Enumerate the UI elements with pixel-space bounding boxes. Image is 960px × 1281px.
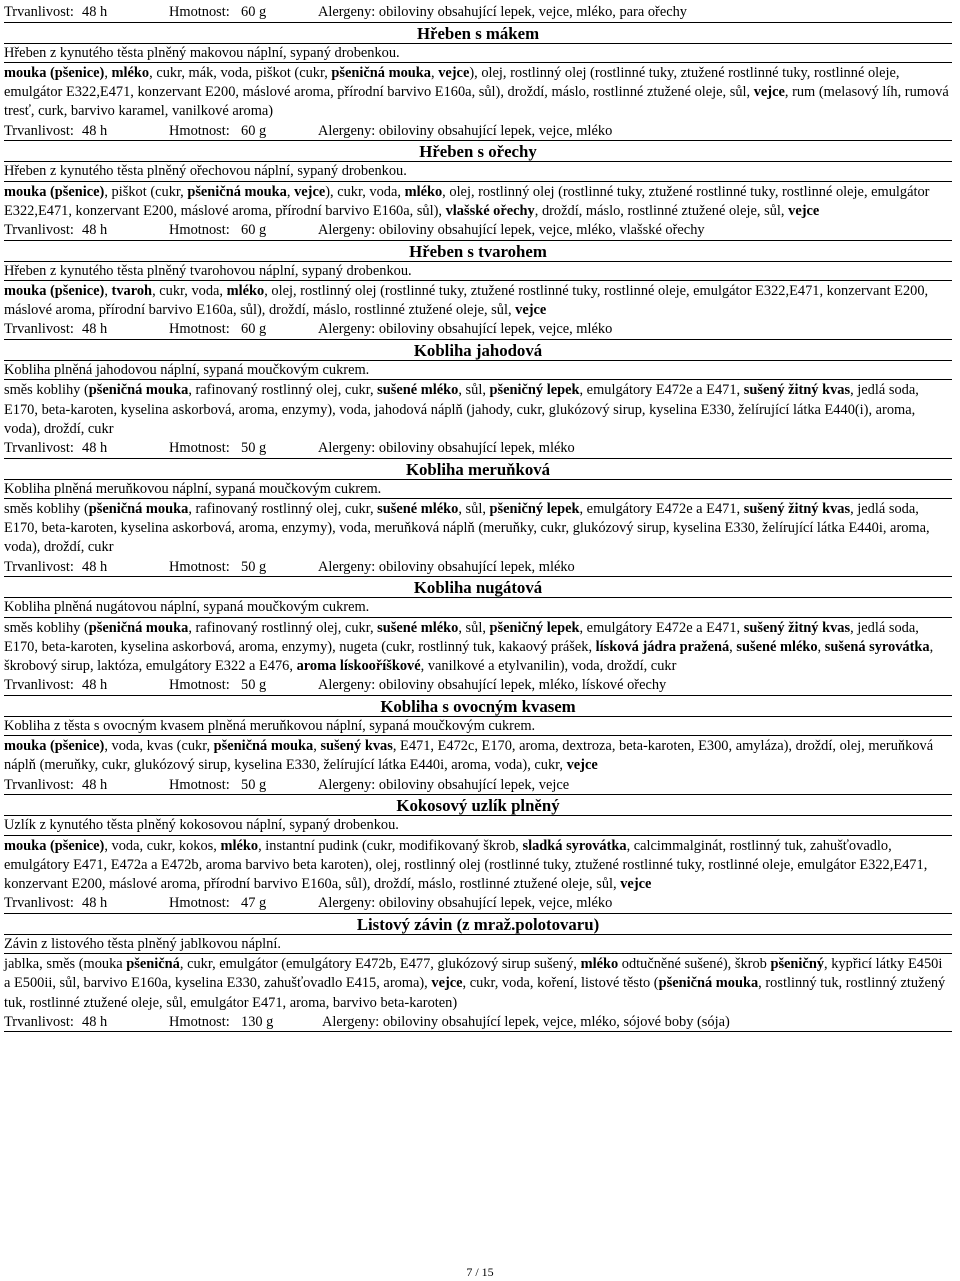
ingredient-text: , cukr, voda, — [152, 282, 227, 299]
product-description-text: Uzlík z kynutého těsta plněný kokosovou náplní, sypaný drobenkou. — [4, 817, 399, 834]
divider — [4, 1031, 952, 1032]
allergen-ingredient: vejce — [431, 975, 463, 992]
allergen-ingredient: pšeničná mouka — [88, 500, 189, 517]
meta-row — [4, 776, 952, 796]
product-section — [4, 577, 952, 696]
product-name — [4, 696, 952, 717]
weight-value: 47 g — [241, 895, 267, 912]
allergen-ingredient: sušený kvas — [320, 738, 393, 755]
allergen-ingredient: sušené mléko — [736, 638, 818, 655]
allergen-ingredient: mouka (pšenice) — [4, 738, 105, 755]
page-number: 7 / 15 — [466, 1265, 494, 1279]
shelf-life-value: 48 h — [82, 4, 108, 20]
ingredient-text: , rafinovaný rostlinný olej, cukr, — [188, 619, 378, 636]
ingredient-text: , jedlá soda, E170, beta-karoten, kyselina askorbová, aroma, enzymy), voda, meruňková náplň (meruňky, cukr, glukózový sirup, kyselina E330, želírující látka E440i, aroma, voda), droždí, cukr — [4, 500, 930, 556]
product-section — [4, 459, 952, 578]
ingredient-text: , cukr, emulgátor (emulgátory E472b, E477, glukózový sirup sušený, — [179, 956, 581, 973]
ingredient-text: , rafinovaný rostlinný olej, cukr, — [188, 382, 378, 399]
product-name — [4, 141, 952, 162]
shelf-life-label: Trvanlivost: — [4, 439, 74, 456]
ingredient-text: , voda, cukr, kokos, — [104, 837, 221, 854]
shelf-life-value: 48 h — [82, 895, 108, 912]
shelf-life-value: 48 h — [82, 1013, 108, 1030]
divider — [4, 735, 952, 736]
weight-label: Hmotnost: — [169, 1013, 230, 1030]
shelf-life-value: 48 h — [82, 122, 108, 139]
product-description — [4, 162, 952, 181]
ingredient-text: , emulgátory E472e a E471, — [579, 619, 744, 636]
product-ingredients — [4, 499, 952, 558]
weight-value: 50 g — [241, 439, 267, 456]
weight-label: Hmotnost: — [169, 677, 230, 694]
product-ingredients — [4, 618, 952, 677]
allergen-ingredient: pšeničný — [770, 956, 825, 973]
weight-label: Hmotnost: — [169, 895, 230, 912]
product-ingredients — [4, 63, 952, 122]
meta-row — [4, 894, 952, 914]
allergen-ingredient: mouka (pšenice) — [4, 64, 105, 81]
allergen-ingredient: vejce — [753, 84, 785, 101]
product-section — [4, 23, 952, 142]
weight-value: 50 g — [241, 776, 267, 793]
allergen-ingredient: vlašské ořechy — [445, 202, 535, 219]
ingredient-text: ), cukr, voda, — [325, 183, 405, 200]
allergen-ingredient: sušené mléko — [377, 500, 459, 517]
allergen-ingredient: pšeničná mouka — [658, 975, 759, 992]
shelf-life-label: Trvanlivost: — [4, 122, 74, 139]
ingredient-text: , — [104, 64, 112, 81]
ingredient-text: , cukr, mák, voda, piškot (cukr, — [149, 64, 332, 81]
product-name-text: Hřeben s ořechy — [419, 142, 537, 162]
product-name — [4, 577, 952, 598]
allergen-ingredient: pšeničná mouka — [187, 183, 287, 200]
allergens: Alergeny: obiloviny obsahující lepek, mléko — [318, 558, 575, 575]
ingredient-text: , rostlinný tuk, rostlinný ztužený tuk, rostlinné ztužené oleje, sůl, emulgátor E471, aroma, barvivo beta-karoten) — [4, 975, 946, 1011]
ingredient-text: , emulgátory E472e a E471, — [579, 500, 744, 517]
divider — [4, 280, 952, 281]
product-description-text: Hřeben z kynutého těsta plněný tvarohovou náplní, sypaný drobenkou. — [4, 262, 412, 279]
meta-row — [4, 439, 952, 459]
ingredient-text: , vanilkové a etylvanilin), voda, droždí, cukr — [420, 657, 677, 674]
allergen-ingredient: sušené mléko — [377, 382, 459, 399]
shelf-life-value: 48 h — [82, 439, 108, 456]
shelf-life-value: 48 h — [82, 677, 108, 694]
ingredient-text: , sůl, — [458, 619, 490, 636]
ingredient-text: , jedlá soda, E170, beta-karoten, kyselina askorbová, aroma, enzymy), voda, jahodová náplň (jahody, cukr, glukózový sirup, kyselina E330, želírující látka E440(i), aroma, voda), droždí, cukr — [4, 382, 919, 437]
allergen-ingredient: pšeničný lepek — [489, 500, 580, 517]
product-description — [4, 598, 952, 617]
product-name-text: Listový závin (z mraž.polotovaru) — [356, 914, 600, 934]
allergens: Alergeny: obiloviny obsahující lepek, mléko — [318, 439, 575, 456]
weight-label: Hmotnost: — [169, 122, 230, 139]
shelf-life-label: Trvanlivost: — [4, 895, 74, 912]
document-page — [4, 3, 952, 1032]
meta-row — [4, 1013, 952, 1033]
weight-value: 60 g — [241, 321, 267, 338]
product-name-text: Kokosový uzlík plněný — [396, 796, 560, 816]
product-description — [4, 480, 952, 499]
divider — [4, 62, 952, 63]
allergen-ingredient: pšeničný lepek — [489, 382, 580, 399]
allergen-ingredient: mléko — [404, 183, 443, 200]
allergen-ingredient: vejce — [788, 202, 820, 219]
allergen-ingredient: vejce — [438, 64, 470, 81]
product-ingredients — [4, 836, 952, 895]
allergen-ingredient: pšeničná mouka — [88, 619, 189, 636]
allergens: Alergeny: obiloviny obsahující lepek, vejce, mléko — [318, 895, 613, 912]
ingredient-text: , E471, E472c, E170, aroma, dextroza, beta-karoten, E300, amyláza), droždí, olej, meruňková náplň (meruňky, cukr, glukózový sirup, kyselina E330, želírující látka E440i, aroma, voda), cukr, — [4, 738, 934, 774]
product-ingredients — [4, 736, 952, 775]
allergens: Alergeny: obiloviny obsahující lepek, vejce, mléko — [318, 122, 613, 139]
shelf-life-label: Trvanlivost: — [4, 4, 74, 20]
ingredient-text: , — [817, 638, 825, 655]
product-name-text: Hřeben s mákem — [416, 23, 540, 43]
product-description-text: Hřeben z kynutého těsta plněný ořechovou náplní, sypaný drobenkou. — [4, 163, 407, 180]
product-name-text: Kobliha nugátová — [413, 578, 543, 598]
allergens: Alergeny: obiloviny obsahující lepek, vejce, mléko, sójové boby (sója) — [322, 1013, 730, 1030]
ingredient-text: , olej, rostlinný olej (rostlinné tuky, ztužené rostlinné tuky, rostlinné oleje, emulgátor E322,E471, konzervant E200, máslové aroma, přírodní barvivo E160a, sůl), droždí, máslo, rostlinné ztužené oleje, sůl, — [4, 282, 929, 319]
allergens: Alergeny: obiloviny obsahující lepek, vejce — [318, 776, 570, 793]
weight-value: 50 g — [241, 677, 267, 694]
allergen-ingredient: sušený žitný kvas — [743, 382, 851, 399]
product-description-text: Kobliha plněná jahodovou náplní, sypaná moučkovým cukrem. — [4, 361, 370, 378]
product-name-text: Hřeben s tvarohem — [409, 241, 547, 261]
allergen-ingredient: mléko — [580, 956, 619, 973]
ingredient-text: , cukr, voda, koření, listové těsto ( — [462, 975, 659, 992]
product-description-text: Závin z listového těsta plněný jablkovou náplní. — [4, 935, 281, 952]
ingredient-text: , piškot (cukr, — [104, 183, 188, 200]
product-name — [4, 914, 952, 935]
product-description — [4, 717, 952, 736]
weight-label: Hmotnost: — [169, 4, 230, 20]
allergen-ingredient: vejce — [294, 183, 326, 200]
product-ingredients — [4, 182, 952, 221]
ingredient-text: , jedlá soda, E170, beta-karoten, kyselina askorbová, aroma, enzymy), nugeta (cukr, rostlinný tuk, kakaový prášek, — [4, 619, 919, 655]
shelf-life-label: Trvanlivost: — [4, 221, 74, 238]
ingredient-text: , sůl, — [458, 500, 490, 517]
allergen-ingredient: sladká syrovátka — [522, 837, 627, 854]
product-description-text: Hřeben z kynutého těsta plněný makovou náplní, sypaný drobenkou. — [4, 44, 400, 61]
weight-value: 50 g — [241, 558, 267, 575]
weight-label: Hmotnost: — [169, 321, 230, 338]
ingredient-text: , rafinovaný rostlinný olej, cukr, — [188, 500, 378, 517]
ingredient-text: směs koblihy ( — [4, 500, 89, 517]
shelf-life-label: Trvanlivost: — [4, 677, 74, 694]
product-name — [4, 340, 952, 361]
weight-value: 60 g — [241, 4, 267, 20]
product-description — [4, 361, 952, 380]
product-name-text: Kobliha meruňková — [405, 459, 551, 479]
ingredient-text: směs koblihy ( — [4, 382, 89, 399]
weight-value: 60 g — [241, 221, 267, 238]
product-ingredients — [4, 380, 952, 439]
allergen-ingredient: mléko — [220, 837, 259, 854]
ingredient-text: , droždí, máslo, rostlinné ztužené oleje, sůl, — [534, 202, 789, 219]
shelf-life-label: Trvanlivost: — [4, 558, 74, 575]
divider — [4, 379, 952, 380]
meta-row — [4, 3, 952, 23]
ingredient-text: , — [104, 282, 112, 299]
weight-label: Hmotnost: — [169, 558, 230, 575]
product-section — [4, 241, 952, 340]
allergen-ingredient: mléko — [226, 282, 265, 299]
allergen-ingredient: mléko — [111, 64, 150, 81]
ingredient-text: , — [430, 64, 439, 81]
product-description-text: Kobliha plněná nugátovou náplní, sypaná moučkovým cukrem. — [4, 599, 370, 616]
divider — [4, 617, 952, 618]
product-section — [4, 340, 952, 459]
allergen-ingredient: sušený žitný kvas — [743, 500, 851, 517]
allergen-ingredient: pšeničná — [126, 956, 180, 973]
shelf-life-label: Trvanlivost: — [4, 1013, 74, 1030]
ingredient-text: , emulgátory E472e a E471, — [579, 382, 744, 399]
ingredient-text: , — [286, 183, 295, 200]
ingredient-text: odtučněné sušené), škrob — [618, 956, 771, 973]
meta-row — [4, 320, 952, 340]
ingredient-text: , voda, kvas (cukr, — [104, 738, 214, 755]
product-ingredients — [4, 954, 952, 1013]
product-name — [4, 241, 952, 262]
product-description — [4, 816, 952, 835]
allergen-ingredient: mouka (pšenice) — [4, 183, 105, 200]
allergen-ingredient: sušené mléko — [377, 619, 459, 636]
product-ingredients — [4, 281, 952, 320]
meta-row — [4, 221, 952, 241]
allergen-ingredient: pšeničný lepek — [489, 619, 580, 636]
weight-label: Hmotnost: — [169, 776, 230, 793]
allergen-ingredient: sušený žitný kvas — [743, 619, 851, 636]
allergen-ingredient: mouka (pšenice) — [4, 282, 105, 299]
divider — [4, 835, 952, 836]
product-section — [4, 696, 952, 795]
shelf-life-value: 48 h — [82, 321, 108, 338]
allergens: Alergeny: obiloviny obsahující lepek, vejce, mléko, para ořechy — [318, 4, 687, 20]
product-description — [4, 935, 952, 954]
shelf-life-label: Trvanlivost: — [4, 776, 74, 793]
ingredient-text: , — [313, 738, 321, 755]
allergen-ingredient: pšeničná mouka — [213, 738, 314, 755]
divider — [4, 498, 952, 499]
divider — [4, 181, 952, 182]
ingredient-text: , škrobový sirup, laktóza, emulgátory E322 a E476, — [4, 638, 934, 674]
ingredient-text: jablka, směs (mouka — [4, 956, 127, 973]
allergens: Alergeny: obiloviny obsahující lepek, vejce, mléko, vlašské ořechy — [318, 221, 705, 238]
allergen-ingredient: pšeničná mouka — [88, 382, 189, 399]
allergen-ingredient: vejce — [566, 757, 598, 774]
ingredient-text: , sůl, — [458, 382, 490, 399]
product-name-text: Kobliha s ovocným kvasem — [380, 696, 576, 716]
weight-label: Hmotnost: — [169, 439, 230, 456]
product-description — [4, 262, 952, 281]
allergen-ingredient: vejce — [620, 875, 652, 892]
ingredient-text: , rum (melasový líh, rumová tresť, curk, barvivo karamel, vanilkové aroma) — [4, 84, 949, 120]
shelf-life-label: Trvanlivost: — [4, 321, 74, 338]
allergen-ingredient: sušená syrovátka — [824, 638, 930, 655]
product-name — [4, 459, 952, 480]
product-name-text: Kobliha jahodová — [413, 340, 543, 360]
allergen-ingredient: vejce — [515, 302, 547, 319]
meta-row — [4, 122, 952, 142]
product-section — [4, 795, 952, 914]
product-description-text: Kobliha plněná meruňkovou náplní, sypaná moučkovým cukrem. — [4, 480, 382, 497]
allergen-ingredient: lísková jádra pražená — [595, 638, 730, 655]
allergens: Alergeny: obiloviny obsahující lepek, vejce, mléko — [318, 321, 613, 338]
shelf-life-value: 48 h — [82, 558, 108, 575]
divider — [4, 953, 952, 954]
ingredient-text: , calcimmalginát, rostlinný tuk, zahušťovadlo, emulgátory E471, E472a a E472b, aroma barvivo beta karoten), olej, rostlinný olej (rostlinné tuky, ztužené rostlinné tuky, rostlinné oleje, emulgátor E322,E471, konzervant E200, máslové aroma, přírodní barvivo E160a, sůl), droždí, máslo, rostlinné ztužené oleje, sůl, — [4, 837, 928, 892]
product-description-text: Kobliha z těsta s ovocným kvasem plněná meruňkovou náplní, sypaná moučkovým cukrem. — [4, 717, 536, 734]
product-name — [4, 795, 952, 816]
product-name — [4, 23, 952, 44]
allergens: Alergeny: obiloviny obsahující lepek, mléko, lískové ořechy — [318, 677, 667, 694]
product-list — [4, 23, 952, 1033]
meta-row — [4, 558, 952, 578]
shelf-life-value: 48 h — [82, 776, 108, 793]
allergen-ingredient: aroma lískooříškové — [296, 657, 421, 674]
allergen-ingredient: mouka (pšenice) — [4, 837, 105, 854]
product-section — [4, 914, 952, 1033]
allergen-ingredient: tvaroh — [111, 282, 153, 299]
ingredient-text: , kypřicí látky E450i a E500ii, sůl, barvivo E160a, kyselina E330, zahušťovadlo E415, aroma), — [4, 956, 943, 992]
ingredient-text: , — [729, 638, 737, 655]
weight-value: 60 g — [241, 122, 267, 139]
shelf-life-value: 48 h — [82, 221, 108, 238]
ingredient-text: směs koblihy ( — [4, 619, 89, 636]
ingredient-text: , olej, rostlinný olej (rostlinné tuky, ztužené rostlinné tuky, rostlinné oleje, emulgátor E322,E471, konzervant E200, máslové aroma, přírodní barvivo E160a, sůl), — [4, 183, 930, 219]
weight-value: 130 g — [241, 1013, 274, 1030]
product-section — [4, 141, 952, 240]
meta-row — [4, 676, 952, 696]
product-description — [4, 44, 952, 63]
weight-label: Hmotnost: — [169, 221, 230, 238]
allergen-ingredient: pšeničná mouka — [331, 64, 431, 81]
ingredient-text: , instantní pudink (cukr, modifikovaný škrob, — [258, 837, 523, 854]
ingredient-text: ), olej, rostlinný olej (rostlinné tuky, ztužené rostlinné tuky, rostlinné oleje, emulgátor E322,E471, konzervant E200, máslové aroma, přírodní barvivo E160a, sůl), droždí, máslo, rostlinné ztužené oleje, sůl, — [4, 64, 900, 101]
